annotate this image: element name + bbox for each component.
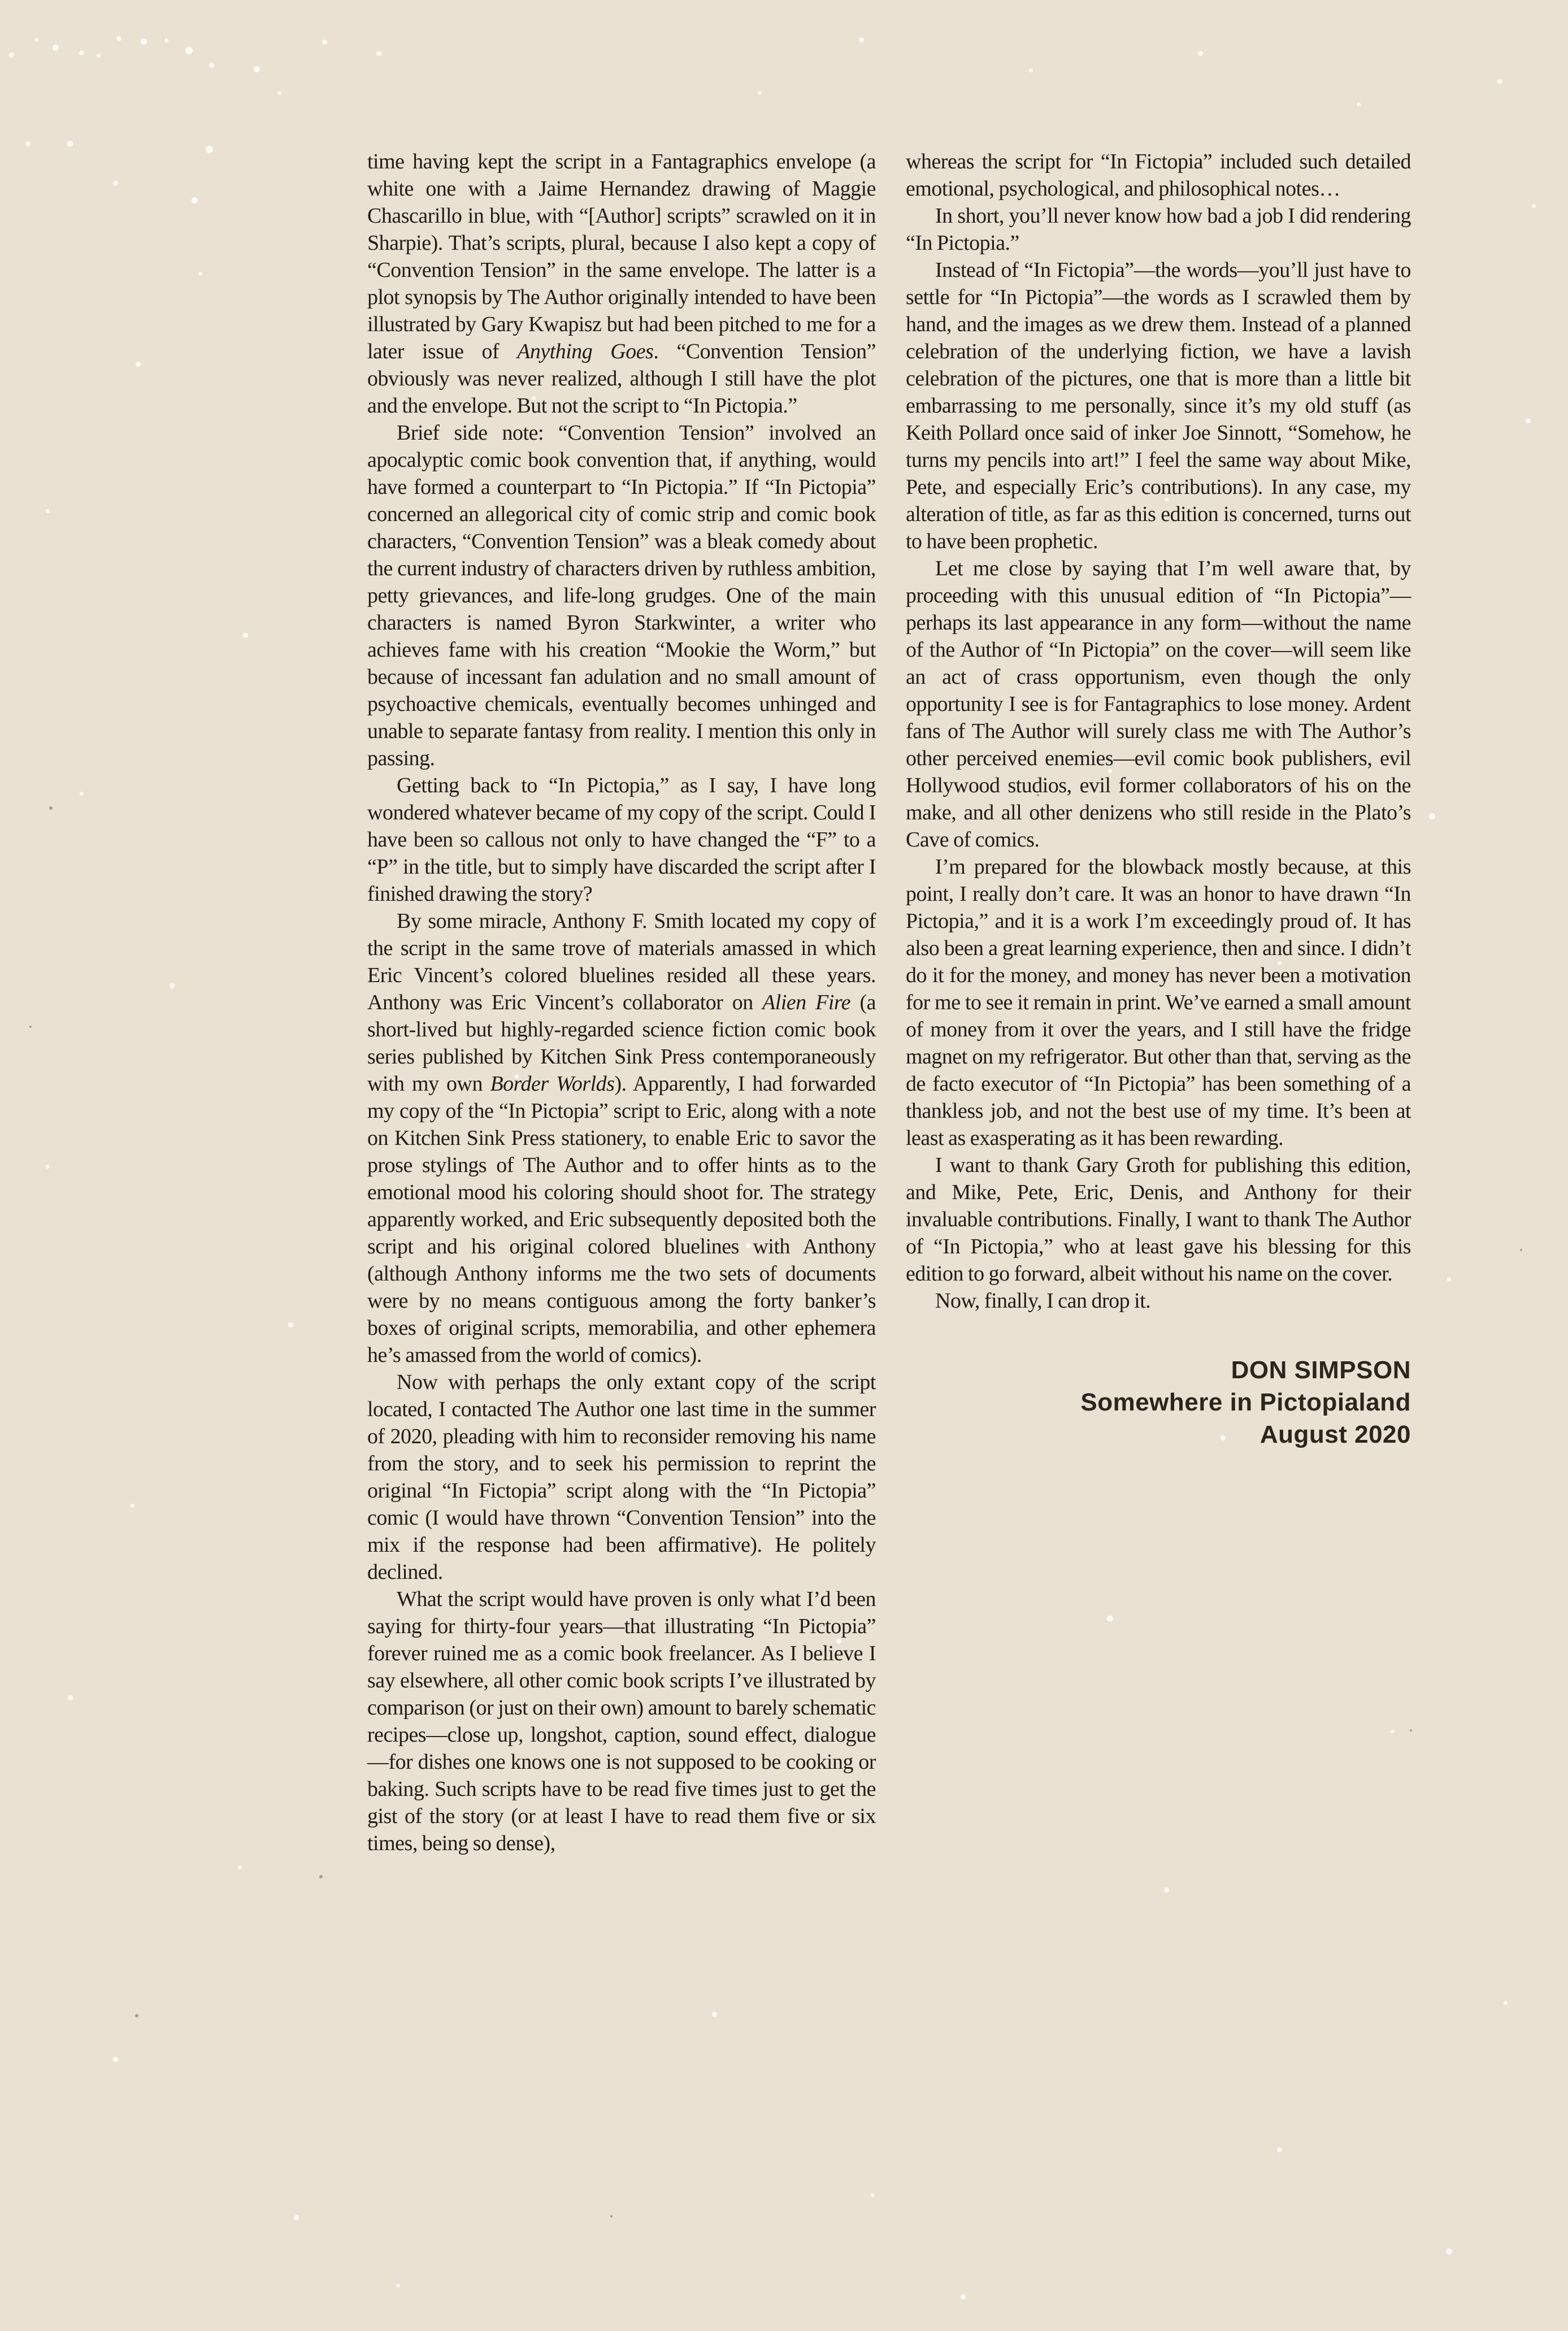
signature-block <box>906 1354 1411 1451</box>
paragraph: I want to thank Gary Groth for publishing this edition, and Mike, Pete, Eric, Denis, and Anthony for their invaluable contributions. Finally, I want to thank The Author of “In Pictopia,” who at least gave his blessing for this edition to go forward, albeit without his name on the cover. <box>906 1153 1411 1286</box>
paragraph: Instead of “In Fictopia”—the words—you’ll just have to settle for “In Pictopia”—the words as I scrawled them by hand, and the images as we drew them. Instead of a planned celebration of the underlying fiction, we have a lavish celebration of the pictures, one that is more than a little bit embarrassing to me personally, since it’s my old stuff (as Keith Pollard once said of inker Joe Sinnott, “Somehow, he turns my pencils into art!” I feel the same way about Mike, Pete, and especially Eric’s contributions). In any case, my alteration of title, as far as this edition is concerned, turns out to have been prophetic. <box>906 258 1411 553</box>
paper-speckles-white <box>0 0 3 3</box>
text-column-left <box>367 148 876 1857</box>
paragraph: Now with perhaps the only extant copy of the script located, I contacted The Author one last time in the summer of 2020, pleading with him to reconsider removing his name from the story, and to seek his permission to reprint the original “In Fictopia” script along with the “In Pictopia” comic (I would have thrown “Convention Tension” into the mix if the response had been affirmative). He politely declined. <box>367 1370 876 1584</box>
paragraph: Now, finally, I can drop it. <box>935 1289 1151 1313</box>
text-column-right <box>906 148 1411 1451</box>
paper-speckles-dark <box>0 0 2 2</box>
signature-name: DON SIMPSON <box>1231 1356 1411 1384</box>
paragraph: By some miracle, Anthony F. Smith located my copy of the script in the same trove of materials amassed in which Eric Vincent’s colored bluelines resided all these years. Anthony was Eric Vincent’s collaborator on Alien Fire (a short-lived but highly-regarded science fiction comic book series published by Kitchen Sink Press contemporaneously with my own Border Worlds). Apparently, I had forwarded my copy of the “In Pictopia” script to Eric, along with a note on Kitchen Sink Press stationery, to enable Eric to savor the prose stylings of The Author and to offer hints as to the emotional mood his coloring should shoot for. The strategy apparently worked, and Eric subsequently deposited both the script and his original colored bluelines with Anthony (although Anthony informs me the two sets of documents were by no means contiguous among the forty banker’s boxes of original scripts, memorabilia, and other ephemera he’s amassed from the world of comics). <box>367 909 876 1367</box>
paragraph: Getting back to “In Pictopia,” as I say, I have long wondered whatever became of my copy of the script. Could I have been so callous not only to have changed the “F” to a “P” in the title, but to simply have discarded the script after I finished drawing the story? <box>367 774 876 906</box>
paragraph: I’m prepared for the blowback mostly because, at this point, I really don’t care. It was an honor to have drawn “In Pictopia,” and it is a work I’m exceedingly proud of. It has also been a great learning experience, then and since. I didn’t do it for the money, and money has never been a motivation for me to see it remain in print. We’ve earned a small amount of money from it over the years, and I still have the fridge magnet on my refrigerator. But other than that, serving as the de facto executor of “In Pictopia” has been something of a thankless job, and not the best use of my time. It’s been at least as exasperating as it has been rewarding. <box>906 855 1411 1150</box>
paragraph: What the script would have proven is only what I’d been saying for thirty-four years—that illustrating “In Pictopia” forever ruined me as a comic book freelancer. As I believe I say elsewhere, all other comic book scripts I’ve illustrated by comparison (or just on their own) amount to barely schematic recipes—close up, longshot, caption, sound effect, dialogue—for dishes one knows one is not supposed to be cooking or baking. Such scripts have to be read five times just to get the gist of the story (or at least I have to read them five or six times, being so dense), <box>367 1587 876 1855</box>
paragraph: Let me close by saying that I’m well aware that, by proceeding with this unusual edition of “In Pictopia”—perhaps its last appearance in any form—without the name of the Author of “In Pictopia” on the cover—will seem like an act of crass opportunism, even though the only opportunity I see is for Fantagraphics to lose money. Ardent fans of The Author will surely class me with The Author’s other perceived enemies—evil comic book publishers, evil Hollywood studios, evil former collaborators of his on the make, and all other denizens who still reside in the Plato’s Cave of comics. <box>906 557 1411 852</box>
paragraph: Brief side note: “Convention Tension” involved an apocalyptic comic book convention that, if anything, would have formed a counterpart to “In Pictopia.” If “In Pictopia” concerned an allegorical city of comic strip and comic book characters, “Convention Tension” was a bleak comedy about the current industry of characters driven by ruthless ambition, petty grievances, and life-long grudges. One of the main characters is named Byron Starkwinter, a writer who achieves fame with his creation “Mookie the Worm,” but because of incessant fan adulation and no small amount of psychoactive chemicals, eventually becomes unhinged and unable to separate fantasy from reality. I mention this only in passing. <box>367 421 876 770</box>
paragraph: time having kept the script in a Fantagraphics envelope (a white one with a Jaime Hernandez drawing of Maggie Chascarillo in blue, with “[Author] scripts” scrawled on it in Sharpie). That’s scripts, plural, because I also kept a copy of “Convention Tension” in the same envelope. The latter is a plot synopsis by The Author originally intended to have been illustrated by Gary Kwapisz but had been pitched to me for a later issue of Anything Goes. “Convention Tension” obviously was never realized, although I still have the plot and the envelope. But not the script to “In Pictopia.” <box>367 150 876 418</box>
signature-location: Somewhere in Pictopialand <box>1080 1388 1411 1416</box>
paragraph: whereas the script for “In Fictopia” included such detailed emotional, psychological, and philosophical notes… <box>906 150 1411 201</box>
paragraph: In short, you’ll never know how bad a job I did rendering “In Pictopia.” <box>906 204 1411 255</box>
signature-date: August 2020 <box>1259 1421 1411 1448</box>
